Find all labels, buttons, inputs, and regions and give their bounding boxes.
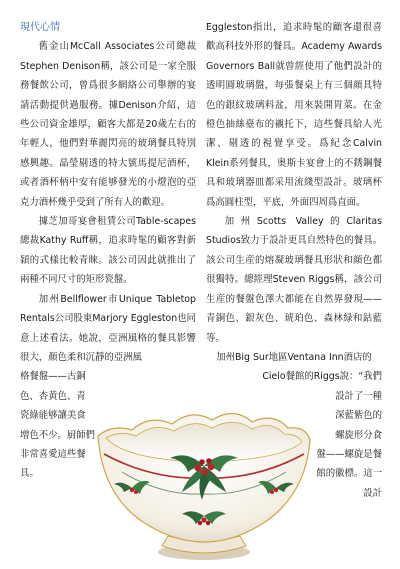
right-wrap-line-2: 深藍紫色的 — [335, 410, 382, 422]
right-wrap-line-4: 盤——螺旋是餐 — [316, 448, 382, 460]
section-header: 現代心情 — [20, 22, 60, 33]
right-wrap-line-5: 館的徽標。這一設計 — [316, 468, 382, 499]
left-paragraph-3: 加州Bellflower市Unique Tabletop Rentals公司股東Marjory Eggleston也同意上述看法。她說，亞洲風格的餐具影響很大，顏色柔和沉靜的亞洲風 — [20, 293, 196, 363]
left-wrap-line-5: 非常喜愛這些餐具。 — [20, 448, 86, 480]
left-paragraph-1: 舊金山McCall Associates公司總裁Stephen Denison稱，該公司是一家全服務餐飲公司，曾爲很多網絡公司舉辦的宴請活動提供過服務。據Denison介紹，這些公司資金雄厚，顧客大都是20歲左右的年輕人，他們對華麗閃亮的玻璃餐具特別感興趣。晶瑩剔透的特大號馬提尼酒杯，或者酒杯柄中安有能够發光的小燈泡的亞克力酒杯幾乎受到了所有人的歡迎。 — [20, 41, 196, 208]
holly-bowl-photo — [92, 396, 316, 564]
right-paragraph-3-line-2: Cielo餐館的Riggs說：“我們 — [262, 371, 382, 383]
left-wrap-line-4: 增色不少。厨師們 — [20, 429, 96, 441]
left-wrap-line-3: 瓷綠能够讓美食 — [20, 410, 86, 422]
right-paragraph-1: Eggleston指出，追求時髦的顧客還很喜歡高科技外形的餐具。Academy Awards Governors Ball就曾經使用了他們設計的透明圓玻璃盤，每張餐桌上有三個顔具特色的銀紋玻璃料盆，用來裝開胃菜。在金橙色抽絲臺布的襯托下，這些餐具給人光潔、剔透的視覺享受。爲紀念Calvin Klein系列餐具，奥斯卡宴會上的不銹鋼餐具和玻璃器皿都采用流綫型設計。玻璃杯爲高圓柱型，平底，外面四周爲直面。 — [206, 22, 382, 208]
left-wrap-line-2: 色、杏黄色、青 — [20, 390, 86, 402]
right-wrap-line-3: 螺旋形分食 — [335, 429, 382, 441]
left-paragraph-2: 據芝加哥宴會租賃公司Table-scapes總裁Kathy Ruff稱，追求時髦的顧客對新穎的式樣比較青睞。該公司因此就推出了兩種不同尺寸的矩形瓷盤。 — [20, 216, 196, 286]
right-paragraph-3-line-1: 加州Big Sur地區Ventana Inn酒店的 — [216, 351, 372, 363]
left-wrap-line-1: 格餐盤——古銅 — [20, 371, 86, 383]
right-paragraph-2: 加州Scotts Valley的Claritas Studios致力于設計更具自然特色的餐具。該公司生産的熔凝玻璃餐具形狀和顔色都很獨特。總經理Steven Riggs稱，該公司生産的餐盤色澤大都能在自然界發現——青銅色、銀灰色、琥珀色、森林緑和鈷藍等。 — [206, 216, 382, 344]
right-wrap-line-1: 設計了一種 — [335, 390, 382, 402]
